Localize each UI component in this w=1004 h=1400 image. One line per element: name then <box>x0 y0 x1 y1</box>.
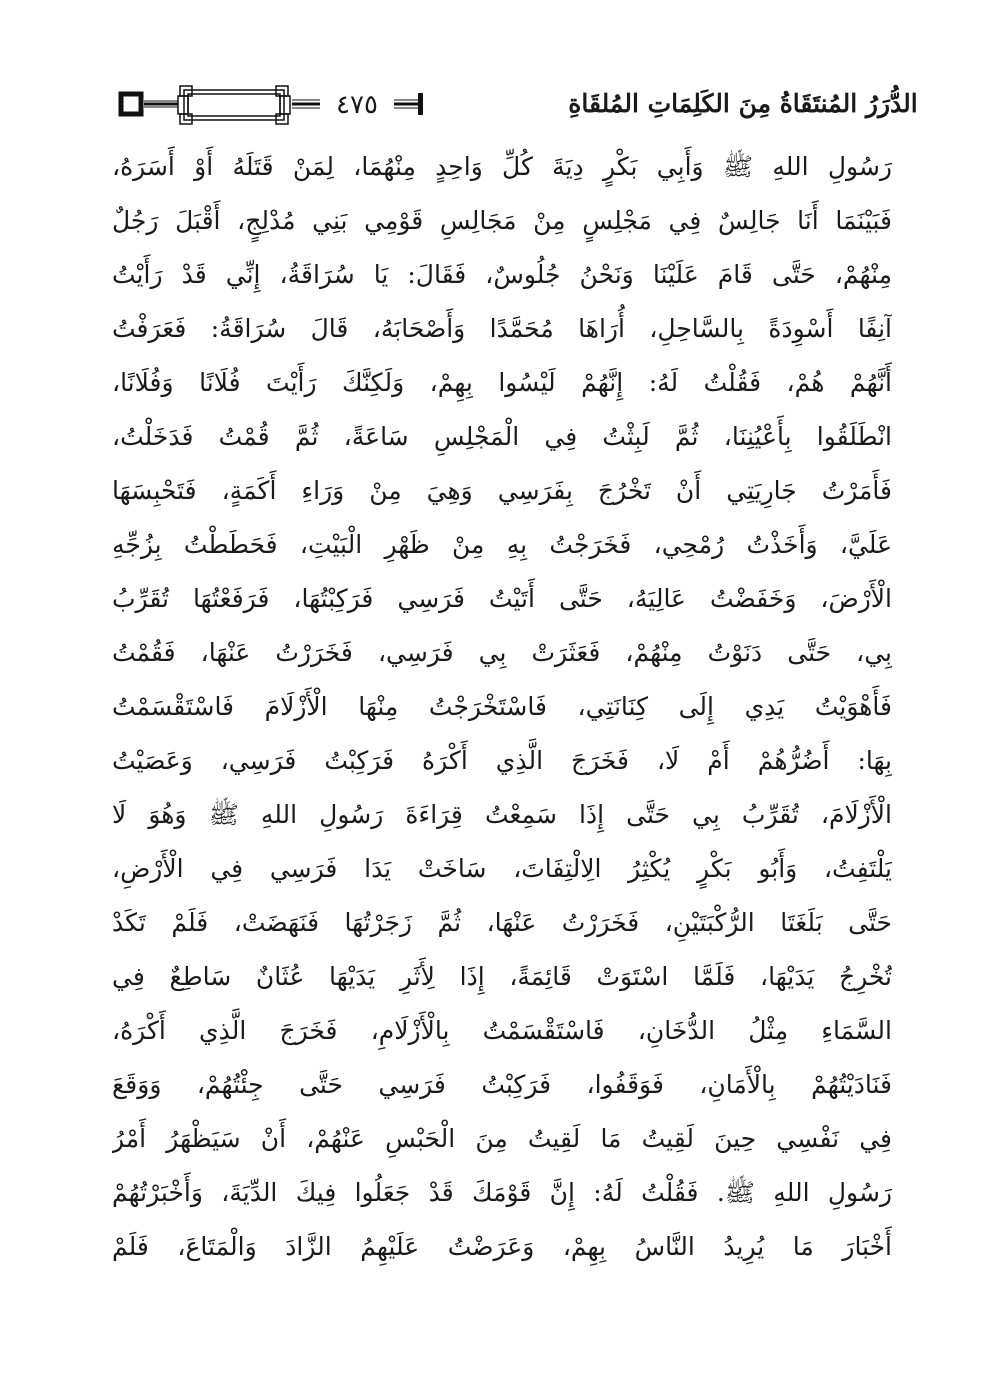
text-line: عَلَيَّ، وَأَخَذْتُ رُمْحِي، فَخَرَجْتُ بِهِ مِنْ ظَهْرِ الْبَيْتِ، فَحَطَطْتُ بِزُجِّهِ <box>112 530 892 559</box>
page-number: ٤٧٥ <box>320 88 394 122</box>
text-line: رَسُولِ اللهِ ﷺ وَأَبِي بَكْرٍ دِيَةَ كُلِّ وَاحِدٍ مِنْهُمَا، لِمَنْ قَتَلَهُ أَوْ أَسَرَهُ، <box>112 152 892 181</box>
text-line: بِهَا: أَضُرُّهُمْ أَمْ لَا، فَخَرَجَ الَّذِي أَكْرَهُ فَرَكِبْتُ فَرَسِي، وَعَصَيْتُ <box>112 746 892 775</box>
text-line: الْأَزْلَامَ، تُقَرِّبُ بِي حَتَّى إِذَا سَمِعْتُ قِرَاءَةَ رَسُولِ اللهِ ﷺ وَهُوَ لَا <box>112 800 892 829</box>
text-line: انْطَلَقُوا بِأَعْيُنِنَا، ثُمَّ لَبِثْتُ فِي الْمَجْلِسِ سَاعَةً، ثُمَّ قُمْتُ فَدَخَلْتُ، <box>112 422 892 451</box>
book-title: الدُّرَرُ المُنتَقَاةُ مِنَ الكَلِمَاتِ المُلقَاةِ <box>558 84 928 124</box>
text-line: السَّمَاءِ مِثْلُ الدُّخَانِ، فَاسْتَقْسَمْتُ بِالْأَزْلَامِ، فَخَرَجَ الَّذِي أَكْرَهُ، <box>112 1016 892 1045</box>
text-line: فَأَمَرْتُ جَارِيَتِي أَنْ تَخْرُجَ بِفَرَسِي وَهِيَ مِنْ وَرَاءِ أَكَمَةٍ، فَتَحْبِسَهَا <box>112 476 892 505</box>
text-line: فَبَيْنَمَا أَنَا جَالِسٌ فِي مَجْلِسٍ مِنْ مَجَالِسِ قَوْمِي بَنِي مُدْلِجٍ، أَقْبَلَ رَجُلٌ <box>112 206 892 235</box>
page-header <box>118 82 918 128</box>
text-line: فَنَادَيْتُهُمْ بِالْأَمَانِ، فَوَقَفُوا، فَرَكِبْتُ فَرَسِي حَتَّى جِئْتُهُمْ، وَوَقَعَ <box>112 1070 892 1099</box>
text-line: بِي، حَتَّى دَنَوْتُ مِنْهُمْ، فَعَثَرَتْ بِي فَرَسِي، فَخَرَرْتُ عَنْهَا، فَقُمْتُ <box>112 638 892 667</box>
text-line: مِنْهُمْ، حَتَّى قَامَ عَلَيْنَا وَنَحْنُ جُلُوسٌ، فَقَالَ: يَا سُرَاقَةُ، إِنِّي قَدْ رَأَيْتُ <box>112 260 892 289</box>
text-line: رَسُولِ اللهِ ﷺ. فَقُلْتُ لَهُ: إِنَّ قَوْمَكَ قَدْ جَعَلُوا فِيكَ الدِّيَةَ، وَأَخْبَرْتُهُمْ <box>112 1178 892 1207</box>
text-line: فِي نَفْسِي حِينَ لَقِيتُ مَا لَقِيتُ مِنَ الْحَبْسِ عَنْهُمْ، أَنْ سَيَظْهَرُ أَمْرُ <box>112 1124 892 1153</box>
text-line: يَلْتَفِتُ، وَأَبُو بَكْرٍ يُكْثِرُ الِالْتِفَاتَ، سَاخَتْ يَدَا فَرَسِي فِي الْأَرْضِ، <box>112 854 892 883</box>
body-text <box>112 140 892 1274</box>
text-line: حَتَّى بَلَغَتَا الرُّكْبَتَيْنِ، فَخَرَرْتُ عَنْهَا، ثُمَّ زَجَرْتُهَا فَنَهَضَتْ، فَلَمْ تَكَدْ <box>112 908 892 937</box>
text-line: أَنَّهُمْ هُمْ، فَقُلْتُ لَهُ: إِنَّهُمْ لَيْسُوا بِهِمْ، وَلَكِنَّكَ رَأَيْتَ فُلَانًا وَفُلَانًا، <box>112 368 892 397</box>
text-line: تُخْرِجُ يَدَيْهَا، فَلَمَّا اسْتَوَتْ قَائِمَةً، إِذَا لِأَثَرِ يَدَيْهَا عُثَانٌ سَاطِعٌ فِي <box>112 962 892 991</box>
text-line: الْأَرْضَ، وَخَفَضْتُ عَالِيَهُ، حَتَّى أَتَيْتُ فَرَسِي فَرَكِبْتُهَا، فَرَفَعْتُهَا تُقَرِّبُ <box>112 584 892 613</box>
text-line: فَأَهْوَيْتُ يَدِي إِلَى كِنَانَتِي، فَاسْتَخْرَجْتُ مِنْهَا الْأَزْلَامَ فَاسْتَقْسَمْتُ <box>112 692 892 721</box>
text-line: آنِفًا أَسْوِدَةً بِالسَّاحِلِ، أُرَاهَا مُحَمَّدًا وَأَصْحَابَهُ، قَالَ سُرَاقَةُ: فَعَرَفْتُ <box>112 314 892 343</box>
text-line: أَخْبَارَ مَا يُرِيدُ النَّاسُ بِهِمْ، وَعَرَضْتُ عَلَيْهِمُ الزَّادَ وَالْمَتَاعَ، فَلَمْ <box>112 1232 892 1261</box>
